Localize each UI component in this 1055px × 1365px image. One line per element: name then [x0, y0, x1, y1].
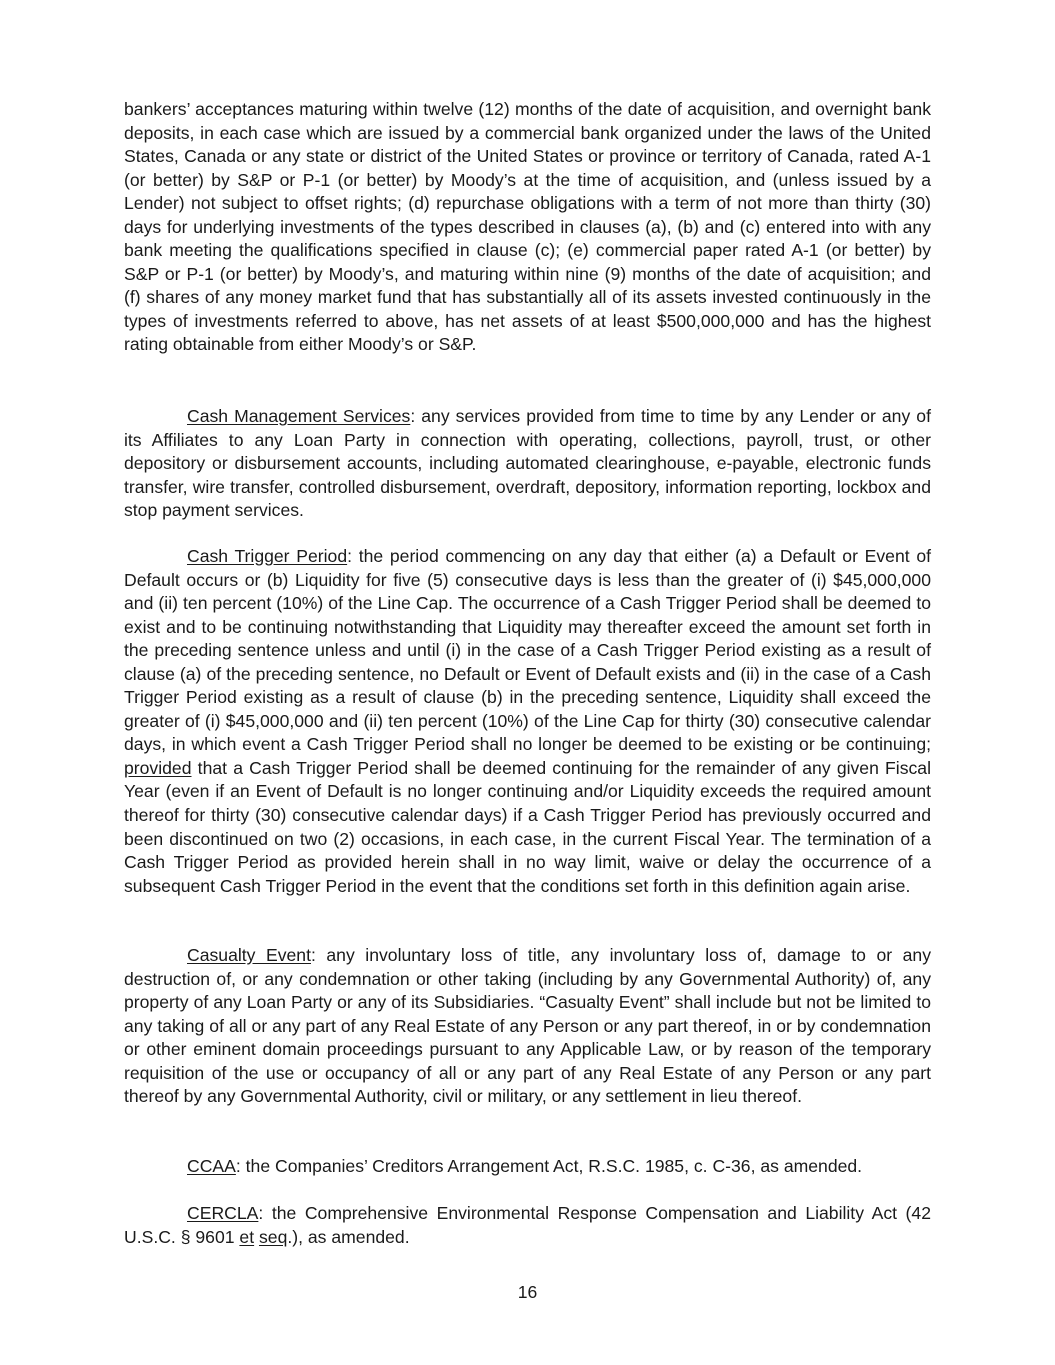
defined-term: CERCLA	[187, 1203, 259, 1223]
definition-cash-trigger-period	[124, 545, 931, 898]
definition-casualty-event	[124, 944, 931, 1109]
definition-text: : the Companies’ Creditors Arrangement Act, R.S.C. 1985, c. C-36, as amended.	[235, 1156, 863, 1176]
paragraph-continuation	[124, 98, 931, 357]
definition-ccaa	[124, 1155, 931, 1179]
page-number: 16	[517, 1282, 538, 1302]
defined-term: Cash Trigger Period	[187, 546, 348, 566]
definition-text-continued: .), as amended.	[287, 1226, 410, 1247]
definition-cash-management-services	[124, 405, 931, 523]
defined-term: Casualty Event	[187, 945, 311, 965]
paragraph-text: bankers’ acceptances maturing within twelve (12) months of the date of acquisition, and overnight bank deposits, in each case which are issued by a commercial bank organized under the laws of the United States, Canada or any state or district of the United States or province or territory of Canada, rated A-1 (or better) by S&P or P-1 (or better) by Moody’s at the time of acquisition, and (unless issued by a Lender) not subject to offset rights; (d) repurchase obligations with a term of not more than thirty (30) days for underlying investments of the types described in clauses (a), (b) and (c) entered into with any bank meeting the qualifications specified in clause (c); (e) commercial paper rated A-1 (or better) by S&P or P-1 (or better) by Moody’s, and maturing within nine (9) months of the date of acquisition; and (f) shares of any money market fund that has substantially all of its assets invested continuously in the types of investments referred to above, has net assets of at least $500,000,000 and has the highest rating obtainable from either Moody’s or S&P.	[124, 99, 931, 355]
definition-text: : any services provided from time to time by any Lender or any of its Affiliates to any Loan Party in connection with operating, collections, payroll, trust, or other depository or disbursement accounts, including automated clearinghouse, e-payable, electronic funds transfer, wire transfer, controlled disbursement, overdraft, depository, information reporting, lockbox and stop payment services.	[124, 406, 931, 521]
definition-text: : any involuntary loss of title, any involuntary loss of, damage to or any destruction of, or any condemnation or other taking (including by any Governmental Authority) of, any property of any Loan Party or any of its Subsidiaries. “Casualty Event” shall include but not be limited to any taking of all or any part of any Real Estate of any Person or any part thereof, in or by condemnation or other eminent domain proceedings pursuant to any Applicable Law, or by reason of the temporary requisition of the use or occupancy of all or any part of any Real Estate of any Person or any part thereof by any Governmental Authority, civil or military, or any settlement in lieu thereof.	[124, 945, 931, 1107]
emphasis-seq: seq	[258, 1226, 288, 1247]
definition-text: : the period commencing on any day that either (a) a Default or Event of Default occurs or (b) Liquidity for five (5) consecutive days is less than the greater of (i) $45,000,000 and (ii) ten percent (10%) of the Line Cap. The occurrence of a Cash Trigger Period shall be deemed to exist and to be continuing notwithstanding that Liquidity may thereafter exceed the amount set forth in the preceding sentence unless and until (i) in the case of a Cash Trigger Period existing as a result of clause (a) of the preceding sentence, no Default or Event of Default exists and (ii) in the case of a Cash Trigger Period existing as a result of clause (b) in the preceding sentence, Liquidity shall exceed the greater of (i) $45,000,000 and (ii) ten percent (10%) of the Line Cap for thirty (30) consecutive calendar days, in which event a Cash Trigger Period shall no longer be deemed to be existing or be continuing;	[124, 546, 932, 755]
defined-term: CCAA	[187, 1156, 236, 1176]
emphasis-provided: provided	[124, 757, 192, 778]
definition-text-continued: that a Cash Trigger Period shall be deemed continuing for the remainder of any given Fiscal Year (even if an Event of Default is no longer continuing and/or Liquidity exceeds the required amount thereof for thirty (30) consecutive calendar days) if a Cash Trigger Period has previously occurred and been discontinued on two (2) occasions, in each case, in the current Fiscal Year. The termination of a Cash Trigger Period as provided herein shall in no way limit, waive or delay the occurrence of a subsequent Cash Trigger Period in the event that the conditions set forth in this definition again arise.	[124, 757, 931, 896]
defined-term: Cash Management Services	[187, 406, 411, 426]
emphasis-et: et	[239, 1226, 255, 1247]
definition-text: : the Comprehensive Environmental Response Compensation and Liability Act (42 U.S.C. § 9601	[124, 1203, 931, 1247]
definition-cercla	[124, 1202, 931, 1249]
